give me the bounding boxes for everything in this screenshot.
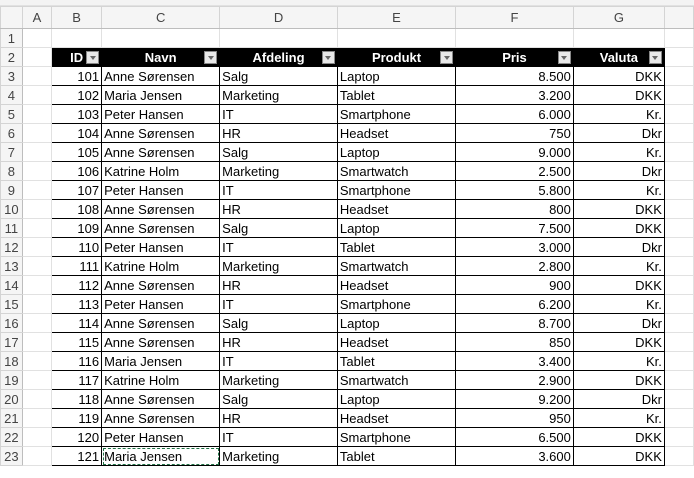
table-cell-navn[interactable]: Maria Jensen [102,447,220,466]
table-cell-produkt[interactable]: Tablet [337,86,455,105]
table-cell-id[interactable]: 121 [52,447,102,466]
cell[interactable] [22,352,51,371]
table-cell-pris[interactable]: 7.500 [456,219,574,238]
row-header[interactable]: 21 [1,409,23,428]
cell[interactable] [22,143,51,162]
table-cell-valuta[interactable]: Dkr [573,162,664,181]
column-header-row [1,7,694,29]
cell[interactable] [22,390,51,409]
table-cell-pris[interactable]: 750 [456,124,574,143]
row-header[interactable]: 6 [1,124,23,143]
table-cell-valuta[interactable]: DKK [573,333,664,352]
table-cell-produkt[interactable]: Smartphone [337,181,455,200]
table-row [1,257,694,276]
table-row [1,295,694,314]
table-cell-valuta[interactable]: DKK [573,200,664,219]
cell[interactable] [22,447,51,466]
row-header[interactable]: 11 [1,219,23,238]
table-cell-produkt[interactable]: Smartwatch [337,371,455,390]
table-cell-valuta[interactable]: Kr. [573,257,664,276]
column-header-c[interactable]: C [102,7,220,29]
table-cell-pris[interactable]: 6.200 [456,295,574,314]
row-header[interactable]: 16 [1,314,23,333]
cell[interactable] [664,428,693,447]
cell[interactable] [664,314,693,333]
table-row [1,86,694,105]
cell[interactable] [664,333,693,352]
table-cell-afdeling[interactable]: Marketing [220,86,338,105]
table-row [1,219,694,238]
table-cell-afdeling[interactable]: HR [220,124,338,143]
table-cell-afdeling[interactable]: Marketing [220,447,338,466]
cell[interactable] [220,29,338,48]
table-cell-id[interactable]: 113 [52,295,102,314]
table-cell-pris[interactable]: 3.600 [456,447,574,466]
table-row [1,352,694,371]
table-row [1,390,694,409]
table-cell-afdeling[interactable]: IT [220,352,338,371]
table-cell-afdeling[interactable]: Marketing [220,162,338,181]
table-row [1,409,694,428]
table-header-afdeling[interactable] [220,48,338,67]
table-cell-navn[interactable]: Maria Jensen [102,352,220,371]
table-cell-id[interactable]: 109 [52,219,102,238]
table-cell-produkt[interactable]: Smartphone [337,105,455,124]
row-header[interactable]: 22 [1,428,23,447]
table-cell-produkt[interactable]: Laptop [337,390,455,409]
table-cell-navn[interactable]: Maria Jensen [102,86,220,105]
cell[interactable] [22,86,51,105]
table-cell-id[interactable]: 118 [52,390,102,409]
table-row [1,276,694,295]
cell[interactable] [22,409,51,428]
table-cell-id[interactable]: 108 [52,200,102,219]
table-cell-navn[interactable]: Peter Hansen [102,238,220,257]
cell[interactable] [456,29,574,48]
table-cell-valuta[interactable]: Kr. [573,352,664,371]
table-cell-produkt[interactable]: Smartphone [337,295,455,314]
table-cell-navn[interactable]: Anne Sørensen [102,409,220,428]
row-header[interactable]: 13 [1,257,23,276]
table-cell-valuta[interactable]: DKK [573,219,664,238]
table-cell-afdeling[interactable]: IT [220,428,338,447]
table-cell-afdeling[interactable]: HR [220,333,338,352]
column-header-b[interactable]: B [52,7,102,29]
table-cell-navn[interactable]: Peter Hansen [102,181,220,200]
table-cell-id[interactable]: 104 [52,124,102,143]
cell[interactable] [22,200,51,219]
table-cell-afdeling[interactable]: IT [220,181,338,200]
cell[interactable] [664,124,693,143]
table-cell-id[interactable]: 101 [52,67,102,86]
table-cell-valuta[interactable]: DKK [573,371,664,390]
cell[interactable] [664,276,693,295]
cell[interactable] [664,181,693,200]
cell[interactable] [102,29,220,48]
table-cell-produkt[interactable]: Smartwatch [337,257,455,276]
cell[interactable] [337,29,455,48]
table-cell-id[interactable]: 116 [52,352,102,371]
table-cell-pris[interactable]: 950 [456,409,574,428]
cell[interactable] [22,29,51,48]
table-cell-valuta[interactable]: DKK [573,447,664,466]
cell[interactable] [22,333,51,352]
table-cell-afdeling[interactable]: IT [220,295,338,314]
table-cell-pris[interactable]: 8.700 [456,314,574,333]
cell[interactable] [664,390,693,409]
table-row [1,371,694,390]
table-cell-afdeling[interactable]: Marketing [220,371,338,390]
table-cell-afdeling[interactable]: HR [220,276,338,295]
table-cell-id[interactable]: 112 [52,276,102,295]
table-cell-pris[interactable]: 2.900 [456,371,574,390]
table-cell-pris[interactable]: 9.000 [456,143,574,162]
table-cell-id[interactable]: 105 [52,143,102,162]
table-cell-produkt[interactable]: Laptop [337,143,455,162]
table-cell-produkt[interactable]: Smartphone [337,428,455,447]
header-label: Valuta [599,49,639,65]
column-header-e[interactable]: E [337,7,455,29]
cell[interactable] [22,295,51,314]
table-cell-id[interactable]: 103 [52,105,102,124]
cell[interactable] [22,162,51,181]
table-cell-produkt[interactable]: Laptop [337,219,455,238]
table-cell-produkt[interactable]: Laptop [337,67,455,86]
table-cell-afdeling[interactable]: IT [220,105,338,124]
table-header-navn[interactable] [102,48,220,67]
table-cell-navn[interactable]: Katrine Holm [102,371,220,390]
cell[interactable] [22,257,51,276]
row-header[interactable]: 2 [1,48,23,67]
cell[interactable] [664,67,693,86]
table-cell-valuta[interactable]: Dkr [573,124,664,143]
cell[interactable] [664,162,693,181]
table-cell-valuta[interactable]: Dkr [573,390,664,409]
table-cell-afdeling[interactable]: Salg [220,219,338,238]
table-cell-valuta[interactable]: Dkr [573,314,664,333]
table-cell-valuta[interactable]: Kr. [573,181,664,200]
table-cell-produkt[interactable]: Headset [337,409,455,428]
cell[interactable] [664,48,693,67]
table-cell-id[interactable]: 120 [52,428,102,447]
row-header[interactable]: 14 [1,276,23,295]
cell[interactable] [22,219,51,238]
table-row [1,67,694,86]
row-header[interactable]: 4 [1,86,23,105]
table-cell-id[interactable]: 115 [52,333,102,352]
table-cell-pris[interactable]: 3.000 [456,238,574,257]
table-cell-afdeling[interactable]: Salg [220,67,338,86]
cell[interactable] [573,29,664,48]
cell[interactable] [664,409,693,428]
row-header[interactable]: 23 [1,447,23,466]
table-cell-produkt[interactable]: Tablet [337,447,455,466]
table-header-produkt[interactable] [337,48,455,67]
table-cell-afdeling[interactable]: Salg [220,314,338,333]
table-cell-navn[interactable]: Anne Sørensen [102,67,220,86]
table-cell-pris[interactable]: 6.500 [456,428,574,447]
table-cell-pris[interactable]: 8.500 [456,67,574,86]
table-cell-produkt[interactable]: Tablet [337,238,455,257]
header-label: ID [70,49,84,65]
table-cell-produkt[interactable]: Headset [337,333,455,352]
row-header[interactable]: 3 [1,67,23,86]
cell[interactable] [22,124,51,143]
table-row [1,200,694,219]
table-cell-afdeling[interactable]: Salg [220,390,338,409]
table-cell-pris[interactable]: 9.200 [456,390,574,409]
table-cell-navn[interactable]: Peter Hansen [102,295,220,314]
row-header[interactable]: 18 [1,352,23,371]
header-label: Afdeling [252,49,305,65]
spreadsheet-grid[interactable] [0,6,694,466]
table-cell-pris[interactable]: 850 [456,333,574,352]
column-header-g[interactable]: G [573,7,664,29]
cell[interactable] [22,48,51,67]
table-row [1,162,694,181]
filter-dropdown-icon[interactable] [86,51,99,64]
table-cell-valuta[interactable]: DKK [573,428,664,447]
table-cell-valuta[interactable]: DKK [573,86,664,105]
table-cell-navn[interactable]: Anne Sørensen [102,333,220,352]
cell[interactable] [22,314,51,333]
cell[interactable] [22,67,51,86]
table-cell-produkt[interactable]: Smartwatch [337,162,455,181]
header-label: Produkt [371,49,422,65]
cell[interactable] [664,238,693,257]
cell[interactable] [22,181,51,200]
filter-dropdown-icon[interactable] [558,51,571,64]
table-cell-id[interactable]: 106 [52,162,102,181]
table-cell-pris[interactable]: 800 [456,200,574,219]
table-cell-pris[interactable]: 6.000 [456,105,574,124]
cell[interactable] [664,219,693,238]
table-row [1,238,694,257]
cell[interactable] [664,295,693,314]
table-cell-pris[interactable]: 5.800 [456,181,574,200]
table-cell-id[interactable]: 110 [52,238,102,257]
table-cell-navn[interactable]: Katrine Holm [102,257,220,276]
table-row [1,428,694,447]
cell[interactable] [52,29,102,48]
table-header-valuta[interactable] [573,48,664,67]
cell[interactable] [664,29,693,48]
table-row [1,333,694,352]
table-cell-valuta[interactable]: Kr. [573,295,664,314]
table-cell-id[interactable]: 117 [52,371,102,390]
table-cell-afdeling[interactable]: IT [220,238,338,257]
table-cell-produkt[interactable]: Tablet [337,352,455,371]
table-cell-pris[interactable]: 3.400 [456,352,574,371]
column-header-d[interactable]: D [220,7,338,29]
table-cell-afdeling[interactable]: Salg [220,143,338,162]
filter-dropdown-icon[interactable] [322,51,335,64]
table-cell-pris[interactable]: 2.800 [456,257,574,276]
select-all-corner[interactable] [1,7,23,29]
table-header-id[interactable] [52,48,102,67]
table-cell-navn[interactable]: Anne Sørensen [102,390,220,409]
table-cell-id[interactable]: 102 [52,86,102,105]
row-header[interactable]: 17 [1,333,23,352]
row-header[interactable]: 19 [1,371,23,390]
sheet-row [1,29,694,48]
table-row [1,447,694,466]
table-cell-navn[interactable]: Anne Sørensen [102,314,220,333]
row-header[interactable]: 9 [1,181,23,200]
table-cell-afdeling[interactable]: Marketing [220,257,338,276]
table-cell-navn[interactable]: Anne Sørensen [102,143,220,162]
table-cell-navn[interactable]: Katrine Holm [102,162,220,181]
table-row [1,314,694,333]
cell[interactable] [664,352,693,371]
table-cell-valuta[interactable]: DKK [573,67,664,86]
cell[interactable] [22,105,51,124]
table-cell-navn[interactable]: Anne Sørensen [102,124,220,143]
filter-dropdown-icon[interactable] [649,51,662,64]
cell[interactable] [664,371,693,390]
table-cell-id[interactable]: 119 [52,409,102,428]
table-cell-produkt[interactable]: Headset [337,124,455,143]
table-cell-pris[interactable]: 2.500 [456,162,574,181]
cell[interactable] [22,238,51,257]
cell[interactable] [664,200,693,219]
filter-dropdown-icon[interactable] [204,51,217,64]
row-header[interactable]: 12 [1,238,23,257]
filter-dropdown-icon[interactable] [440,51,453,64]
cell[interactable] [22,371,51,390]
row-header[interactable]: 15 [1,295,23,314]
table-row [1,124,694,143]
table-cell-navn[interactable]: Anne Sørensen [102,200,220,219]
table-cell-afdeling[interactable]: HR [220,200,338,219]
table-cell-pris[interactable]: 3.200 [456,86,574,105]
table-row [1,105,694,124]
table-cell-afdeling[interactable]: HR [220,409,338,428]
row-header[interactable]: 10 [1,200,23,219]
row-header[interactable]: 1 [1,29,23,48]
cell[interactable] [664,105,693,124]
table-cell-produkt[interactable]: Headset [337,276,455,295]
table-header-row [1,48,694,67]
table-cell-pris[interactable]: 900 [456,276,574,295]
table-row [1,143,694,162]
cell[interactable] [664,257,693,276]
table-cell-id[interactable]: 107 [52,181,102,200]
column-header-a[interactable]: A [22,7,51,29]
column-header-f[interactable]: F [456,7,574,29]
row-header[interactable]: 7 [1,143,23,162]
table-cell-valuta[interactable]: Kr. [573,143,664,162]
cell[interactable] [664,447,693,466]
table-header-pris[interactable] [456,48,574,67]
row-header[interactable]: 8 [1,162,23,181]
table-cell-produkt[interactable]: Laptop [337,314,455,333]
column-header-h[interactable] [664,7,693,29]
cell[interactable] [664,143,693,162]
table-cell-navn[interactable]: Peter Hansen [102,105,220,124]
table-cell-id[interactable]: 111 [52,257,102,276]
table-cell-navn[interactable]: Anne Sørensen [102,276,220,295]
header-label: Navn [144,49,177,65]
cell[interactable] [22,428,51,447]
table-cell-navn[interactable]: Peter Hansen [102,428,220,447]
table-cell-valuta[interactable]: Kr. [573,105,664,124]
header-label: Pris [502,49,527,65]
table-cell-valuta[interactable]: Kr. [573,409,664,428]
table-cell-produkt[interactable]: Headset [337,200,455,219]
row-header[interactable]: 20 [1,390,23,409]
row-header[interactable]: 5 [1,105,23,124]
cell[interactable] [664,86,693,105]
table-cell-id[interactable]: 114 [52,314,102,333]
table-cell-valuta[interactable]: Dkr [573,238,664,257]
table-cell-valuta[interactable]: DKK [573,276,664,295]
cell[interactable] [22,276,51,295]
table-row [1,181,694,200]
table-cell-navn[interactable]: Anne Sørensen [102,219,220,238]
